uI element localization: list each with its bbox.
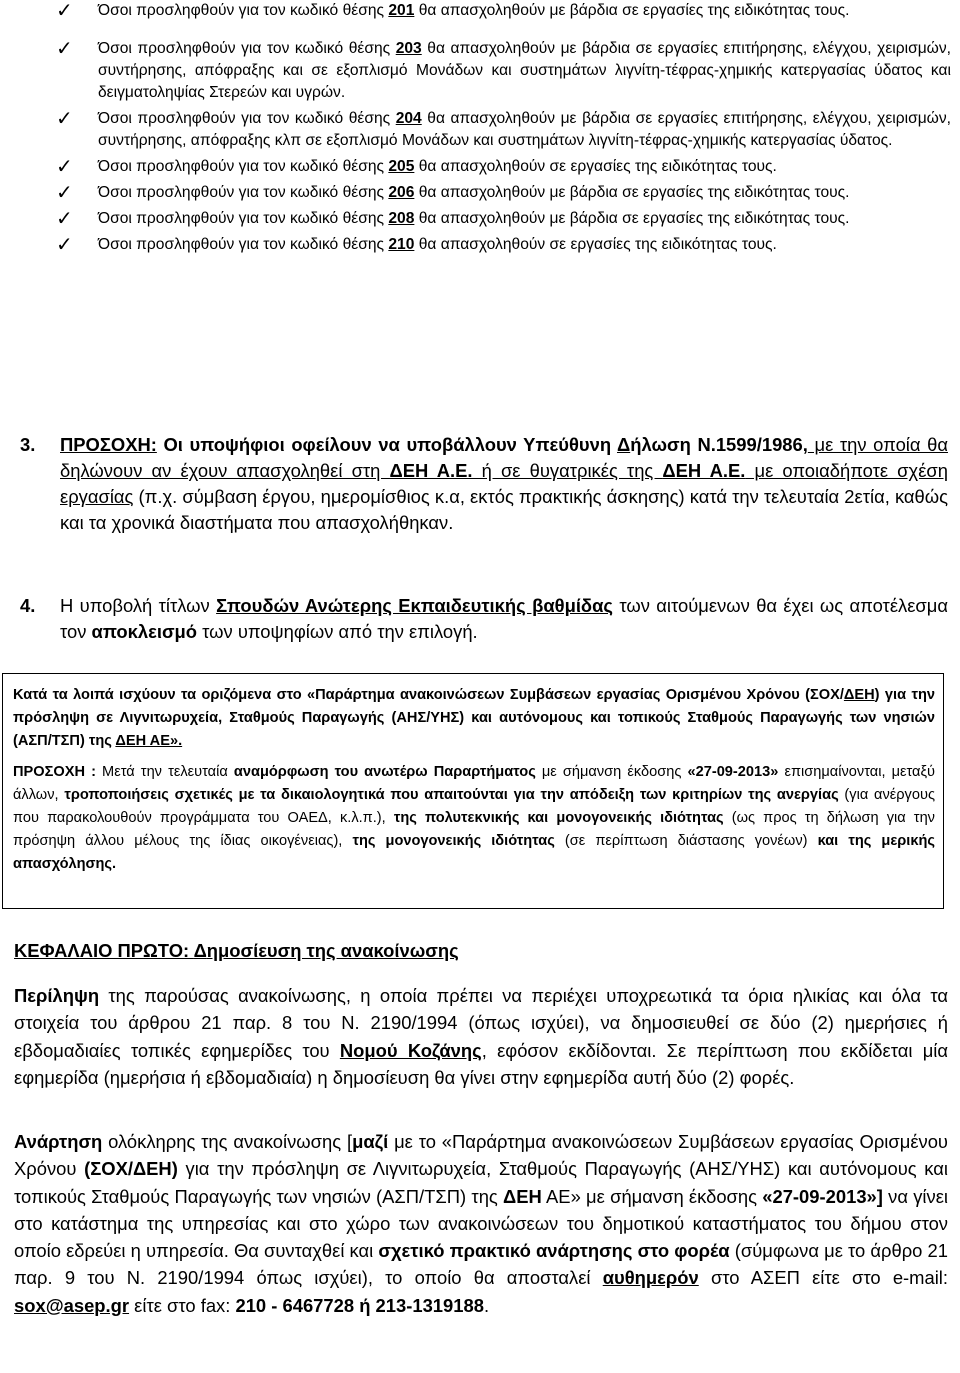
notice-text: «27-09-2013» [687, 764, 779, 780]
notice-text: επισημαίνονται, μεταξύ άλλων, [13, 764, 936, 803]
fax-numbers: 210 - 6467728 ή 213-1319188 [235, 1294, 484, 1316]
paragraph-text: «27-09-2013»] [762, 1185, 883, 1207]
item-text: ή σε θυγατρικές της [472, 460, 663, 481]
position-code: 208 [388, 210, 415, 227]
checkmark-icon: ✓ [56, 234, 73, 256]
item-text: ΔΕΗ Α.Ε. [389, 460, 473, 481]
list-item-text: Όσοι προσληφθούν για τον κωδικό θέσης [98, 210, 389, 227]
summary-label: Περίληψη [14, 985, 100, 1006]
position-code: 201 [388, 2, 415, 19]
list-item-text: Όσοι προσληφθούν για τον κωδικό θέσης [98, 110, 396, 127]
law-reference: Ν.1599/1986, [697, 434, 808, 455]
list-item-text: Όσοι προσληφθούν για τον κωδικό θέσης [98, 184, 389, 201]
item-text: ήλωση [630, 434, 691, 455]
list-item [56, 0, 951, 22]
notice-text: Μετά την τελευταία [95, 764, 234, 780]
paragraph-text: ολόκληρης της ανακοίνωσης [ [102, 1131, 353, 1152]
paragraph-text: (σύμφωνα με το άρθρο 21 παρ. 9 του Ν. 2190/1994 όπως ισχύει), το οποίο θα αποσταλεί [14, 1240, 948, 1289]
list-item [56, 156, 951, 178]
paragraph-text: ΔΕΗ [503, 1185, 542, 1207]
checkmark-icon: ✓ [56, 208, 73, 230]
notice-box [2, 673, 944, 909]
paragraph-text: ΑΕ» με σήμανση έκδοσης [541, 1185, 763, 1207]
item-3 [20, 432, 948, 536]
list-item-text: θα απασχοληθούν με βάρδια σε εργασίες της ειδικότητας τους. [414, 184, 850, 201]
paragraph-text: στο ΑΣΕΠ είτε στο e-mail: [698, 1267, 949, 1289]
attention-label: ΠΡΟΣΟΧΗ: [60, 434, 157, 455]
item-text: Δ [617, 434, 631, 455]
item-text: με την οποία θα δηλώνουν αν έχουν απασχοληθεί στη [60, 434, 948, 481]
list-item-text: θα απασχοληθούν με βάρδια σε εργασίες επιτήρησης, ελέγχου, χειρισμών, συντήρησης, απόφραξης και σε εξοπλισμό Μονάδων και συστημάτων λιγνίτη-τέφρας-χημικής κατεργασίας ύδατος και δειγματοληψίας Στερεών και υγρών. [98, 40, 951, 101]
notice-paragraph-1 [13, 684, 935, 753]
position-code-list [56, 0, 951, 260]
item-text: ΔΕΗ Α.Ε. [662, 460, 746, 481]
list-item-text: Όσοι προσληφθούν για τον κωδικό θέσης [98, 158, 389, 175]
notice-text: ΔΕΗ ΑΕ». [115, 733, 183, 749]
checkmark-icon: ✓ [56, 182, 73, 204]
paragraph-text: αυθημερόν [602, 1267, 699, 1289]
list-item-text: θα απασχοληθούν σε εργασίες της ειδικότητας τους. [414, 236, 777, 253]
item-4-text [60, 593, 948, 645]
checkmark-icon: ✓ [56, 38, 73, 60]
notice-paragraph-2 [13, 761, 935, 876]
list-item [56, 182, 951, 204]
checkmark-icon: ✓ [56, 0, 73, 22]
notice-text: (ως προς τη δήλωση για την πρόσηψη άλλου μέλους της ίδιας οικογένειας), [13, 810, 935, 849]
attention-label: ΠΡΟΣΟΧΗ : [13, 764, 96, 780]
item-text: αποκλεισμό [91, 621, 198, 642]
item-text: Οι υποψήφιοι οφείλουν να υποβάλλουν Υπεύθυνη [156, 434, 617, 455]
list-item [56, 208, 951, 230]
list-item-text: Όσοι προσληφθούν για τον κωδικό θέσης [98, 2, 389, 19]
item-text: των αιτούμενων θα έχει ως αποτέλεσμα τον [60, 595, 948, 642]
paragraph-text: για την πρόσληψη σε Λιγνιτωρυχεία, Σταθμούς Παραγωγής (ΑΗΣ/ΥΗΣ) και αυτόνομους και τοπικούς Σταθμούς Παραγωγής των νησιών (ΑΣΠ/ΤΣΠ) της [14, 1158, 949, 1207]
chapter-title: Δ [193, 940, 207, 961]
notice-text: τροποποιήσεις σχετικές με τα δικαιολογητικά που απαιτούνται για την απόδειξη των κριτηρίων της ανεργίας [64, 787, 839, 803]
notice-text: ) για την πρόσληψη σε Λιγνιτωρυχεία, Σταθμούς Παραγωγής (ΑΗΣ/ΥΗΣ) και αυτόνομους και τοπικούς Σταθμούς Παραγωγής των νησιών (ΑΣΠ/ΤΣΠ) της [13, 687, 936, 749]
list-item-text: θα απασχοληθούν με βάρδια σε εργασίες της ειδικότητας τους. [414, 2, 850, 19]
summary-paragraph [14, 982, 948, 1091]
notice-text: της πολυτεκνικής και μονογονεικής ιδιότητας [393, 810, 724, 826]
paragraph-text: σχετικό πρακτικό ανάρτησης στο φορέα [378, 1240, 730, 1262]
notice-text: αναμόρφωση του ανωτέρω Παραρτήματος [233, 764, 536, 780]
checkmark-icon: ✓ [56, 156, 73, 178]
list-item-text: Όσοι προσληφθούν για τον κωδικό θέσης [98, 40, 396, 57]
notice-text: και της μερικής απασχόλησης. [13, 833, 935, 872]
paragraph-text: να γίνει στο κατάστημα της υπηρεσίας και στο χώρο των ανακοινώσεων του δημοτικού καταστήματος του δήμου στον οποίο εδρεύει η υπηρεσία. Θα συνταχθεί και [14, 1185, 948, 1262]
paragraph-text: της παρούσας ανακοίνωσης, η οποία πρέπει να περιέχει υποχρεωτικά τα όρια ηλικίας και όλα τα στοιχεία του άρθρου 21 παρ. 8 του Ν. 2190/1994 (όπως ισχύει), να δημοσιευθεί σε δύο (2) ημερήσιες ή εβδομαδιαίες τοπικές εφημερίδες του [14, 985, 948, 1061]
item-text: με οποιαδήποτε σχέση εργασίας [60, 460, 948, 507]
position-code: 204 [395, 110, 422, 127]
item-text: Η υποβολή τίτλων [60, 595, 217, 616]
notice-text: (για ανέργους που παρακολουθούν προγράμματα του ΟΑΕΔ, κ.λ.π.), [13, 787, 935, 826]
item-4 [20, 593, 948, 645]
position-code: 210 [388, 236, 415, 253]
list-item [56, 234, 951, 256]
paragraph-text: , εφόσον εκδίδονται. Σε περίπτωση που εκδίδεται μία εφημερίδα (ημερήσια ή εβδομαδιαία) η δημοσίευση θα γίνει στην εφημερίδα αυτή δύο (2) φορές. [14, 1039, 949, 1088]
paragraph-text: . [483, 1294, 490, 1316]
notice-text: ΔΕΗ [843, 687, 875, 703]
posting-paragraph [14, 1128, 948, 1319]
notice-text: Κατά τα λοιπά ισχύουν τα οριζόμενα στο «Παράρτημα ανακοινώσεων Συμβάσεων εργασίας Ορισμένου Χρόνου (ΣΟΧ/ [13, 687, 844, 703]
item-text: (π.χ. σύμβαση έργου, ημερομίσθιος κ.α, εκτός πρακτικής άσκησης) κατά την τελευταία 2ετία, καθώς και τα χρονικά διαστήματα που απασχολήθηκαν. [60, 486, 948, 533]
chapter-prefix: ΚΕΦΑΛΑΙΟ ΠΡΩΤΟ: [14, 940, 194, 961]
item-text: Σπουδών Ανώτερης Εκπαιδευτικής βαθμίδας [216, 595, 613, 616]
posting-label: Ανάρτηση [14, 1131, 103, 1152]
list-item-text: θα απασχοληθούν με βάρδια σε εργασίες της ειδικότητας τους. [414, 210, 850, 227]
item-3-text [60, 432, 948, 536]
paragraph-text: είτε στο fax: [129, 1294, 236, 1316]
notice-text: με σήμανση έκδοσης [535, 764, 688, 780]
notice-text: (σε περίπτωση διάστασης γονέων) [554, 833, 818, 849]
item-number: 3. [20, 434, 36, 455]
list-item-text: θα απασχοληθούν με βάρδια σε εργασίες επιτήρησης, ελέγχου, χειρισμών, συντήρησης, απόφραξης κλπ σε εξοπλισμό Μονάδων και συστημάτων λιγνίτη-τέφρας-χημικής κατεργασίας ύδατος. [98, 110, 951, 149]
position-code: 206 [388, 184, 415, 201]
chapter-heading [14, 940, 459, 962]
position-code: 205 [388, 158, 415, 175]
position-code: 203 [395, 40, 422, 57]
email-link[interactable]: sox@asep.gr [14, 1294, 130, 1316]
list-item [56, 38, 951, 104]
paragraph-text: (ΣΟΧ/ΔΕΗ) [84, 1158, 178, 1180]
prefecture-name: Νομού Κοζάνης [339, 1039, 482, 1061]
notice-text: της μονογονεικής ιδιότητας [352, 833, 555, 849]
checkmark-icon: ✓ [56, 108, 73, 130]
item-text: των υποψηφίων από την επιλογή. [197, 621, 478, 642]
list-item-text: θα απασχοληθούν σε εργασίες της ειδικότητας τους. [414, 158, 777, 175]
list-item-text: Όσοι προσληφθούν για τον κωδικό θέσης [98, 236, 389, 253]
paragraph-text: μαζί [352, 1131, 389, 1152]
item-number: 4. [20, 595, 36, 616]
chapter-title: ημοσίευση της ανακοίνωσης [206, 940, 459, 961]
list-item [56, 108, 951, 152]
paragraph-text: με το «Παράρτημα ανακοινώσεων Συμβάσεων εργασίας Ορισμένου Χρόνου [14, 1131, 948, 1180]
